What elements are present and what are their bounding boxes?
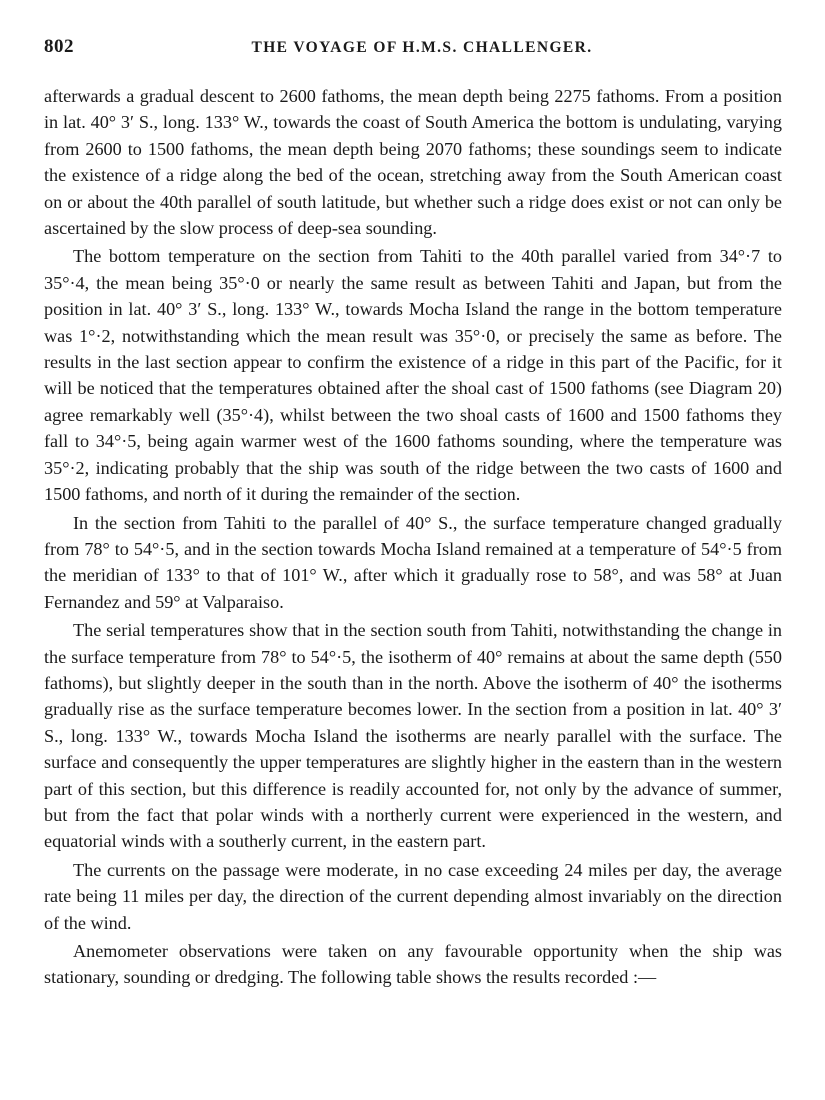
paragraph-currents: The currents on the passage were moderate, in no case exceeding 24 miles per day, the average rate being 11 miles per day, the direction of the current depending almost invariably on the direction of the wind. <box>44 859 782 933</box>
running-title: THE VOYAGE OF H.M.S. CHALLENGER. <box>251 39 593 56</box>
paragraph-continued: afterwards a gradual descent to 2600 fathoms, the mean depth being 2275 fathoms. From a position in lat. 40° 3′ S., long. 133° W., towards the coast of South America the bottom is undulating, varying from 2600 to 1500 fathoms, the mean depth being 2070 fathoms; these soundings seem to indicate the existence of a ridge along the bed of the ocean, stretching away from the South American coast on or about the 40th parallel of south latitude, but whether such a ridge does exist or not can only be ascertained by the slow process of deep-sea sounding. <box>44 86 782 239</box>
paragraph-anemometer: Anemometer observations were taken on any favourable opportunity when the ship was stationary, sounding or dredging. The following table shows the results recorded :— <box>44 941 782 988</box>
body-text <box>44 83 782 991</box>
book-page <box>44 30 782 993</box>
paragraph-serial-temperatures: The serial temperatures show that in the section south from Tahiti, notwithstanding the change in the surface temperature from 78° to 54°·5, the isotherm of 40° remains at about the same depth (550 fathoms), but slightly deeper in the south than in the north. Above the isotherm of 40° the isotherms gradually rise as the surface temperature becomes lower. In the section from a position in lat. 40° 3′ S., long. 133° W., towards Mocha Island the isotherms are nearly parallel with the surface. The surface and consequently the upper temperatures are slightly higher in the eastern than in the western part of this section, but this difference is readily accounted for, not only by the advance of summer, but from the fact that polar winds with a northerly current were experienced in the western, and equatorial winds with a southerly current, in the eastern part. <box>44 620 782 852</box>
paragraph-surface-temperature: In the section from Tahiti to the parallel of 40° S., the surface temperature changed gradually from 78° to 54°·5, and in the section towards Mocha Island remained at a temperature of 54°·5 from the meridian of 133° to that of 101° W., after which it gradually rose to 58°, and was 58° at Juan Fernandez and 59° at Valparaiso. <box>44 512 782 612</box>
page-header <box>44 30 782 66</box>
page-number: 802 <box>44 36 74 57</box>
paragraph-bottom-temperature: The bottom temperature on the section from Tahiti to the 40th parallel varied from 34°·7 to 35°·4, the mean being 35°·0 or nearly the same result as between Tahiti and Japan, but from the position in lat. 40° 3′ S., long. 133° W., towards Mocha Island the range in the bottom temperature was 1°·2, notwithstanding which the mean result was 35°·0, or precisely the same as before. The results in the last section appear to confirm the existence of a ridge in this part of the Pacific, for it will be noticed that the temperatures obtained after the shoal cast of 1500 fathoms (see Diagram 20) agree remarkably well (35°·4), whilst between the two shoal casts of 1600 and 1500 fathoms they fall to 34°·5, being again warmer west of the 1600 fathoms sounding, where the temperature was 35°·2, indicating probably that the ship was south of the ridge between the two casts of 1600 and 1500 fathoms, and north of it during the remainder of the section. <box>44 246 782 505</box>
